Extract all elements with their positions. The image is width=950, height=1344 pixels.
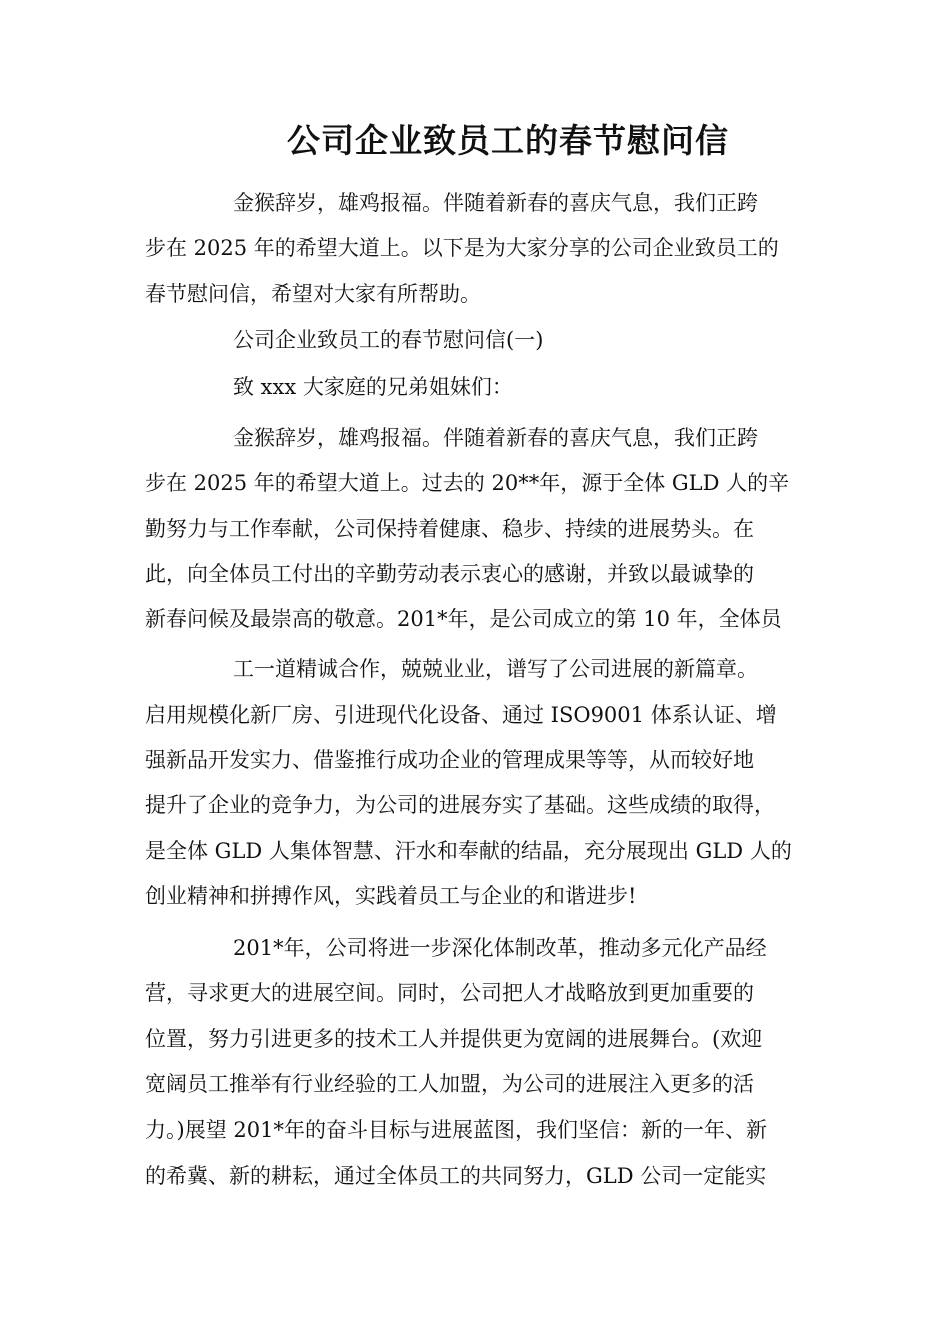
text-line: 公司企业致员工的春节慰问信(一) xyxy=(233,328,544,352)
text-line: 营，寻求更大的进展空间。同时，公司把人才战略放到更加重要的 xyxy=(145,981,754,1005)
text-line: 宽阔员工推举有行业经验的工人加盟，为公司的进展注入更多的活 xyxy=(145,1072,754,1096)
text-line: 力。)展望 201*年的奋斗目标与进展蓝图，我们坚信：新的一年、新 xyxy=(145,1118,767,1142)
text-line: 提升了企业的竞争力，为公司的进展夯实了基础。这些成绩的取得， xyxy=(145,793,775,817)
text-line: 201*年，公司将进一步深化体制改革，推动多元化产品经 xyxy=(233,936,767,960)
text-line: 步在 2025 年的希望大道上。过去的 20**年，源于全体 GLD 人的辛 xyxy=(145,471,790,495)
text-line: 金猴辞岁，雄鸡报福。伴随着新春的喜庆气息，我们正跨 xyxy=(233,191,758,215)
text-line: 新春问候及最崇高的敬意。201*年，是公司成立的第 10 年，全体员 xyxy=(145,607,782,631)
text-line: 创业精神和拼搏作风，实践着员工与企业的和谐进步! xyxy=(145,884,637,908)
text-line: 工一道精诚合作，兢兢业业，谱写了公司进展的新篇章。 xyxy=(233,657,758,681)
text-line: 的希冀、新的耕耘，通过全体员工的共同努力，GLD 公司一定能实 xyxy=(145,1164,767,1188)
text-line: 步在 2025 年的希望大道上。以下是为大家分享的公司企业致员工的 xyxy=(145,236,779,260)
text-line: 强新品开发实力、借鉴推行成功企业的管理成果等等，从而较好地 xyxy=(145,748,754,772)
text-line: 此，向全体员工付出的辛勤劳动表示衷心的感谢，并致以最诚挚的 xyxy=(145,562,754,586)
text-line: 致 xxx 大家庭的兄弟姐妹们： xyxy=(233,375,513,399)
text-line: 是全体 GLD 人集体智慧、汗水和奉献的结晶，充分展现出 GLD 人的 xyxy=(145,839,792,863)
text-line: 位置，努力引进更多的技术工人并提供更为宽阔的进展舞台。(欢迎 xyxy=(145,1027,763,1051)
text-line: 启用规模化新厂房、引进现代化设备、通过 ISO9001 体系认证、增 xyxy=(145,703,777,727)
text-line: 春节慰问信，希望对大家有所帮助。 xyxy=(145,282,481,306)
text-line: 金猴辞岁，雄鸡报福。伴随着新春的喜庆气息，我们正跨 xyxy=(233,426,758,450)
text-line: 勤努力与工作奉献，公司保持着健康、稳步、持续的进展势头。在 xyxy=(145,517,754,541)
document-title: 公司企业致员工的春节慰问信 xyxy=(287,121,729,160)
